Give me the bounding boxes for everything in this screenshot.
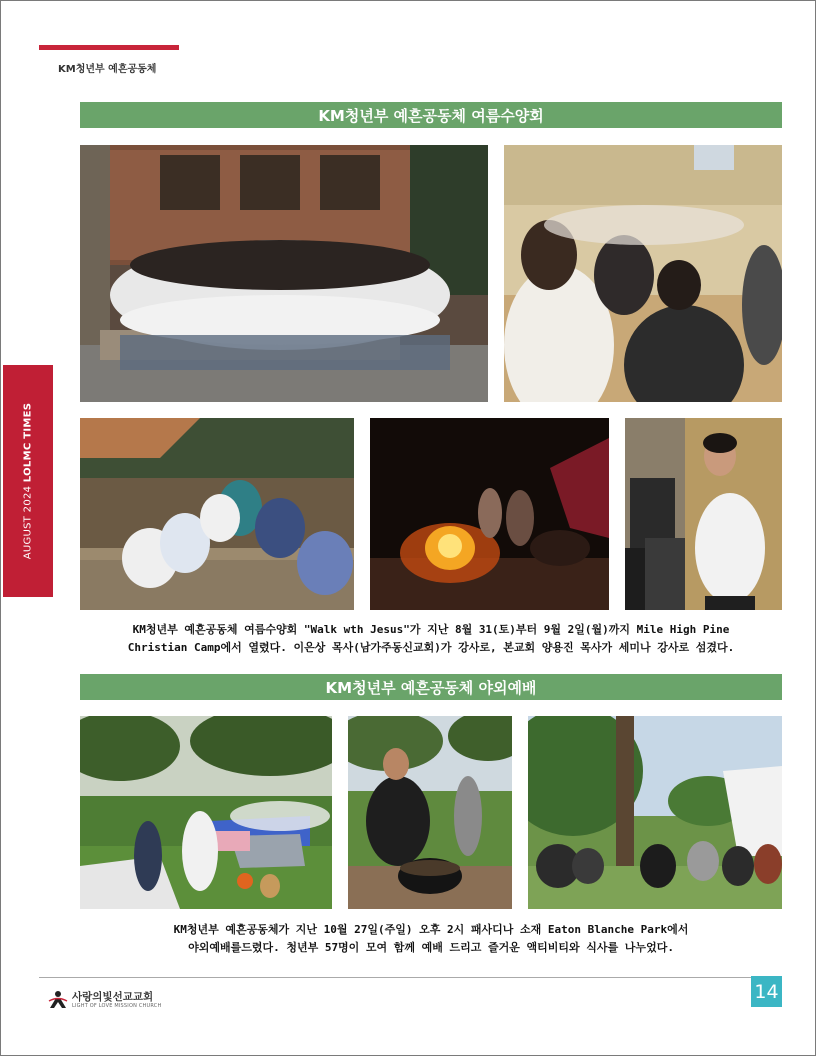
- photo-outdoor-worship: [80, 716, 332, 909]
- side-tab: [3, 365, 53, 597]
- section1-title-banner: KM청년부 예흔공동체 여름수양회: [80, 102, 782, 128]
- page-number: 14: [751, 976, 782, 1007]
- photo-retreat-outdoor-bench: [80, 418, 354, 610]
- running-head: KM청년부 예흔공동체: [58, 64, 157, 75]
- section2-title-banner: KM청년부 예흔공동체 야외예배: [80, 674, 782, 700]
- side-tab-text: [23, 403, 34, 560]
- church-logo-icon: [48, 990, 68, 1010]
- section2-caption-line1: KM청년부 예흔공동체가 지난 10월 27일(주일) 오후 2시 패사디나 소재 Eaton Blanche Park에서: [173, 923, 689, 936]
- photo-retreat-group: [80, 145, 488, 402]
- photo-retreat-small-group: [504, 145, 782, 402]
- side-tab-issue: AUGUST 2024: [22, 485, 34, 560]
- section1-caption-line1: KM청년부 예흔공동체 여름수양회 "Walk wth Jesus"가 지난 8월 31(토)부터 9월 2일(월)까지 Mile High Pine: [132, 623, 730, 636]
- photo-outdoor-pavilion: [528, 716, 782, 909]
- section2-caption-line2: 야외예배를드렸다. 청년부 57명이 모여 함께 예배 드리고 즐거운 액티비티와 식사를 나누었다.: [188, 941, 674, 954]
- header-accent-bar: [39, 45, 179, 50]
- side-tab-publication: LOLMC TIMES: [22, 402, 34, 483]
- section2-caption: [80, 921, 782, 957]
- church-english-name: LIGHT OF LOVE MISSION CHURCH: [72, 1003, 162, 1009]
- photo-retreat-campfire: [370, 418, 609, 610]
- section1-caption: [80, 621, 782, 657]
- section1-caption-line2: Christian Camp에서 열렸다. 이은상 목사(남가주동신교회)가 강사로, 본교회 양용진 목사가 세미나 강사로 섬겼다.: [127, 641, 735, 654]
- church-logo: [48, 990, 161, 1010]
- church-name: 사랑의빛선교교회: [72, 991, 154, 1003]
- photo-retreat-speaker: [625, 418, 782, 610]
- footer-divider: [39, 977, 782, 978]
- photo-outdoor-grill: [348, 716, 512, 909]
